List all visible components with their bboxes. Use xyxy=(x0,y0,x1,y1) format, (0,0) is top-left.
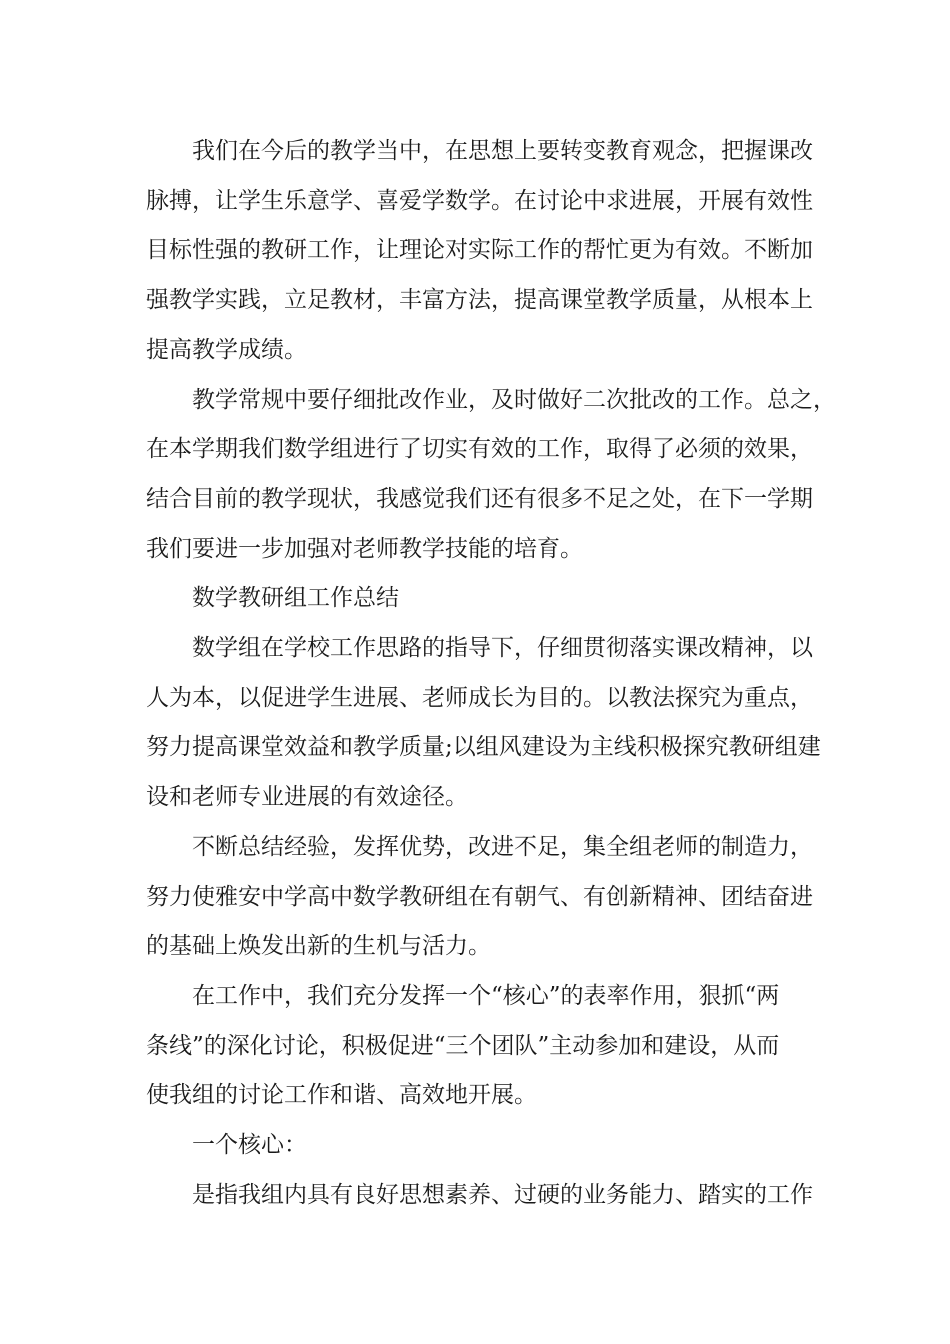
paragraph-line: 我们在今后的教学当中，在思想上要转变教育观念，把握课改 xyxy=(192,138,813,164)
paragraph-line: 努力提高课堂效益和教学质量;以组风建设为主线积极探究教研组建 xyxy=(146,734,821,761)
document-body xyxy=(146,127,836,1220)
paragraph-1 xyxy=(146,127,814,376)
paragraph-line: 不断总结经验，发挥优势，改进不足，集全组老师的制造力， xyxy=(192,833,813,860)
paragraph-line: 的基础上焕发出新的生机与活力。 xyxy=(146,933,491,960)
paragraph-2 xyxy=(146,376,836,575)
paragraph-line: 条线”的深化讨论，积极促进“三个团队”主动参加和建设，从而 xyxy=(146,1032,780,1059)
paragraph-line: 在工作中，我们充分发挥一个“核心”的表率作用，狠抓“两 xyxy=(192,982,780,1009)
paragraph-6 xyxy=(146,1171,814,1221)
subheading-one-core xyxy=(146,1121,814,1171)
paragraph-line: 人为本，以促进学生进展、老师成长为目的。以教法探究为重点， xyxy=(146,684,813,711)
paragraph-line: 努力使雅安中学高中数学教研组在有朝气、有创新精神、团结奋进 xyxy=(146,883,813,910)
heading-line: 一个核心： xyxy=(192,1132,307,1159)
paragraph-3 xyxy=(146,624,821,823)
paragraph-line: 在本学期我们数学组进行了切实有效的工作，取得了必须的效果， xyxy=(146,436,813,463)
paragraph-line: 目标性强的教研工作，让理论对实际工作的帮忙更为有效。不断加 xyxy=(146,237,813,264)
paragraph-line: 脉搏，让学生乐意学、喜爱学数学。在讨论中求进展，开展有效性 xyxy=(146,187,813,214)
paragraph-line: 使我组的讨论工作和谐、高效地开展。 xyxy=(146,1082,537,1109)
paragraph-line: 设和老师专业进展的有效途径。 xyxy=(146,784,468,811)
paragraph-line: 强教学实践，立足教材，丰富方法，提高课堂教学质量，从根本上 xyxy=(146,287,813,314)
paragraph-line: 是指我组内具有良好思想素养、过硬的业务能力、踏实的工作 xyxy=(192,1181,813,1208)
paragraph-line: 我们要进一步加强对老师教学技能的培育。 xyxy=(146,535,583,562)
paragraph-5 xyxy=(146,972,814,1121)
paragraph-line: 教学常规中要仔细批改作业，及时做好二次批改的工作。总之， xyxy=(192,386,836,413)
section-heading xyxy=(146,574,814,624)
paragraph-line: 提高教学成绩。 xyxy=(146,336,307,363)
paragraph-line: 数学组在学校工作思路的指导下，仔细贯彻落实课改精神，以 xyxy=(192,635,813,662)
paragraph-line: 结合目前的教学现状，我感觉我们还有很多不足之处，在下一学期 xyxy=(146,485,813,512)
heading-line: 数学教研组工作总结 xyxy=(192,585,399,612)
paragraph-4 xyxy=(146,823,814,972)
